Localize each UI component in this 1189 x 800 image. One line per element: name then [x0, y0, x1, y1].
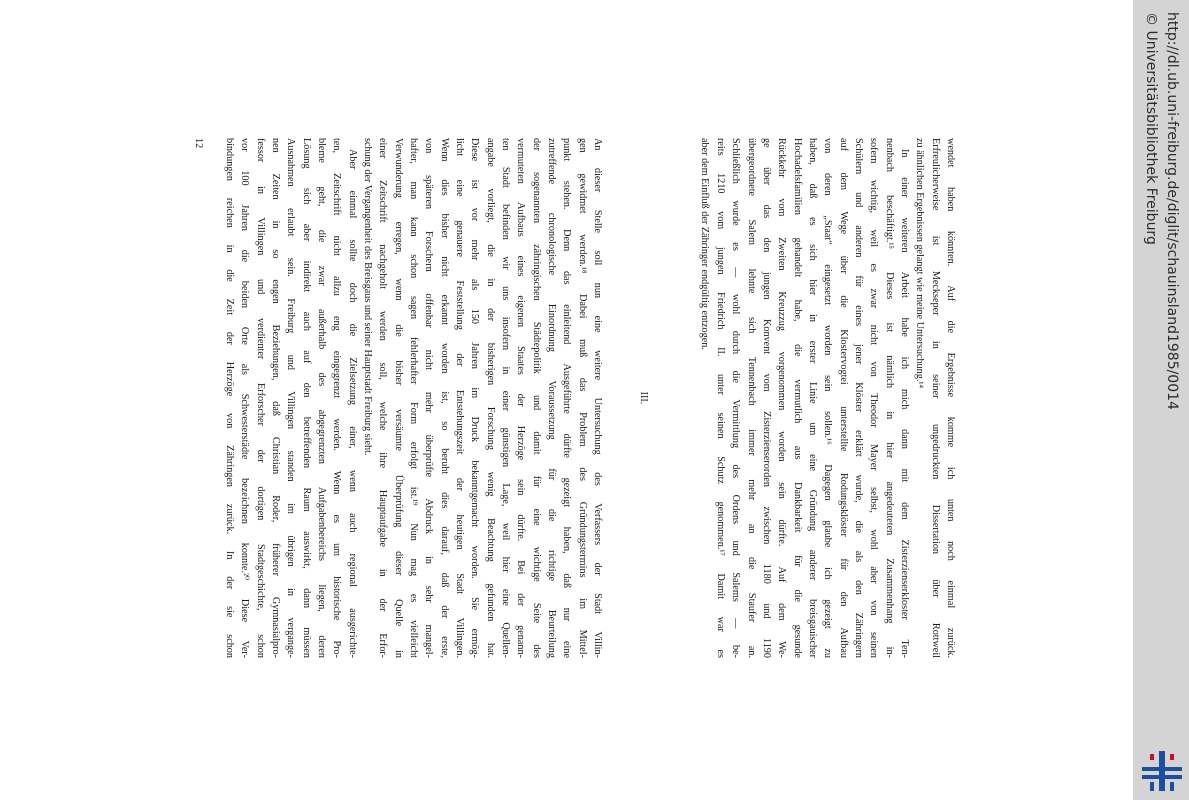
text-line: aber dem Einfluß der Zähringer endgültig entzogen.: [699, 138, 711, 350]
text-line: licht eine genauere Feststellung der Entstehungszeit der heutigen Stadt Villingen.: [454, 138, 465, 658]
text-line: Hochadelsfamilien gehandelt habe, die vermutlich aus Dankbarkeit für die gesunde: [791, 138, 803, 658]
text-line: nenbach beschäftigt.¹⁵ Dieses ist nämlich in hier angedeuteten Zusammenhang in-: [883, 138, 895, 658]
paragraph-block-1: [222, 138, 959, 658]
text-line: Lösung sich aber indirekt auch auf den betreffenden Raum auswirkt, dann müssen: [300, 138, 312, 658]
text-line: gen gewidmet werden.¹⁸ Dabei muß das Problem des Gründungstermins im Mittel-: [576, 138, 588, 658]
ub-freiburg-logo-icon: [1140, 748, 1184, 794]
rotated-page-text: [193, 138, 958, 658]
text-line: der sogenannten zähringischen Städtepolitik und damit für eine wichtige Seite des: [530, 138, 542, 658]
text-line: An dieser Stelle soll nun eine weitere Untersuchung des Verfassers der Stadt Villin-: [592, 138, 604, 658]
section-heading: III.: [638, 391, 650, 405]
text-line: Ausnahmen erlaubt sein. Freiburg und Villingen standen im übrigen in vergange-: [285, 138, 297, 658]
text-line: Schließlich wurde es — wohl durch die Vermittlung des Ordens und Salems — be-: [730, 138, 742, 658]
text-line: von deren „Staat“ eingesetzt worden sein sollen.¹⁶ Dagegen glaube ich gezeigt zu: [822, 138, 834, 658]
permalink-url[interactable]: http://dl.ub.uni-freiburg.de/diglit/schauinsland1985/0014: [1164, 12, 1180, 410]
text-line: punkt stehen. Denn das einleitend Ausgeführte dürfte gezeigt haben, daß nur eine: [561, 138, 573, 658]
text-line: vor 100 Jahren die beiden Orte als Schwesterstädte bezeichnen konnte.²⁰ Diese Ver-: [239, 138, 251, 658]
text-line: ten Stadt befinden wir uns insofern in einer günstigen Lage, weil hier eine Quellen-: [500, 138, 512, 658]
text-line: ge über das den jungen Konvent vom Zisterzienserorden zwischen 1180 und 1190: [760, 138, 772, 658]
viewer-sidebar: [1133, 0, 1189, 800]
text-line: schung der Vergangenheit des Breisgaus und seiner Hauptstadt Freiburg sieht.: [361, 138, 373, 456]
text-line: Verwunderung erregen, wenn die bisher versäumte Überprüfung dieser Quelle in: [392, 138, 404, 658]
text-line: bleme geht, die zwar außerhalb des abgegrenzten Aufgabenbereichs liegen, deren: [315, 138, 327, 658]
text-line: zutreffende chronologische Einordnung Voraussetzung für die richtige Beurteilung: [546, 138, 558, 658]
text-line: Rückkehr vom Zweiten Kreuzzug vorgenommen worden sein dürfte. Auf dem We-: [776, 138, 788, 658]
text-line: hafter, man kann schon sagen fehlerhafter Form erfolgt ist.¹⁹ Nun mag es vielleicht: [407, 138, 419, 658]
text-line: angabe vorliegt, die in der bisherigen Forschung wenig Beachtung gefunden hat.: [484, 138, 496, 658]
text-line: nen Zeiten in so engen Beziehungen, daß Christian Roder, früherer Gymnasialpro-: [269, 138, 281, 658]
text-line: Wenn dies bisher nicht erkannt worden ist, so beruht dies darauf, daß der erste,: [438, 138, 450, 658]
text-line: fessor in Villingen und verdienter Erforscher der dortigen Stadtgeschichte, schon: [254, 138, 266, 658]
text-line: zu ähnlichen Ergebnissen gelangt wie meine Untersuchung.¹⁴: [914, 138, 926, 388]
text-line: auf dem Wege über die Klostervogtei unterstellte Rodungsklöster für den Aufbau: [837, 138, 849, 658]
text-line: vermuteten Aufbaus eines eigenen Staates der Herzöge sein dürfte. Bei der genann-: [515, 138, 527, 658]
text-line: Aber einmal sollte doch die Zielsetzung einer, wenn auch regional ausgerichte-: [346, 149, 358, 658]
text-line: wendet haben könnten. Auf die Ergebnisse komme ich unten noch einmal zurück.: [945, 138, 956, 658]
text-line: übergeordnete Salem lehnte sich Tennenbach immer mehr an die Staufer an.: [745, 138, 757, 658]
sidebar-text: [1133, 0, 1189, 800]
text-line: von späteren Forschern offenbar nicht mehr überprüfte Abdruck in sehr mangel-: [423, 138, 435, 658]
text-line: einer Zeitschrift nachgeholt werden soll, welche ihre Hauptaufgabe in der Erfor-: [377, 138, 389, 658]
text-line: haben, daß es sich hier in erster Linie um eine Gründung anderer breisgauischer: [806, 138, 818, 658]
text-line: reits 1210 vom jungen Friedrich II. unter seinen Schutz genommen.¹⁷ Damit war es: [714, 138, 726, 658]
text-line: In einer weiteren Arbeit habe ich mich dann mit dem Zisterzienserkloster Ten-: [898, 149, 910, 658]
text-line: ten, Zeitschrift nicht allzu eng eingegrenzt werden. Wenn es um historische Pro-: [331, 138, 343, 658]
text-line: Erfreulicherweise ist Meckseper in seiner ungedruckten Dissertation über Rottweil: [929, 138, 941, 658]
text-line: Diese ist vor mehr als 150 Jahren im Druck bekanntgemacht worden. Sie ermög-: [469, 138, 481, 658]
text-line: sofern wichtig, weil es zwar nicht von Theodor Mayer selbst, wohl aber von seinen: [868, 138, 880, 658]
text-line: bindungen reichen in die Zeit der Herzöge von Zähringen zurück. In der sie schon: [223, 138, 235, 658]
copyright-notice: © Universitätsbibliothek Freiburg: [1143, 12, 1159, 245]
page-number: 12: [193, 138, 204, 149]
text-line: Schülern und anderen für eines jener Klöster erklärt wurde, die als den Zähringern: [852, 138, 864, 658]
